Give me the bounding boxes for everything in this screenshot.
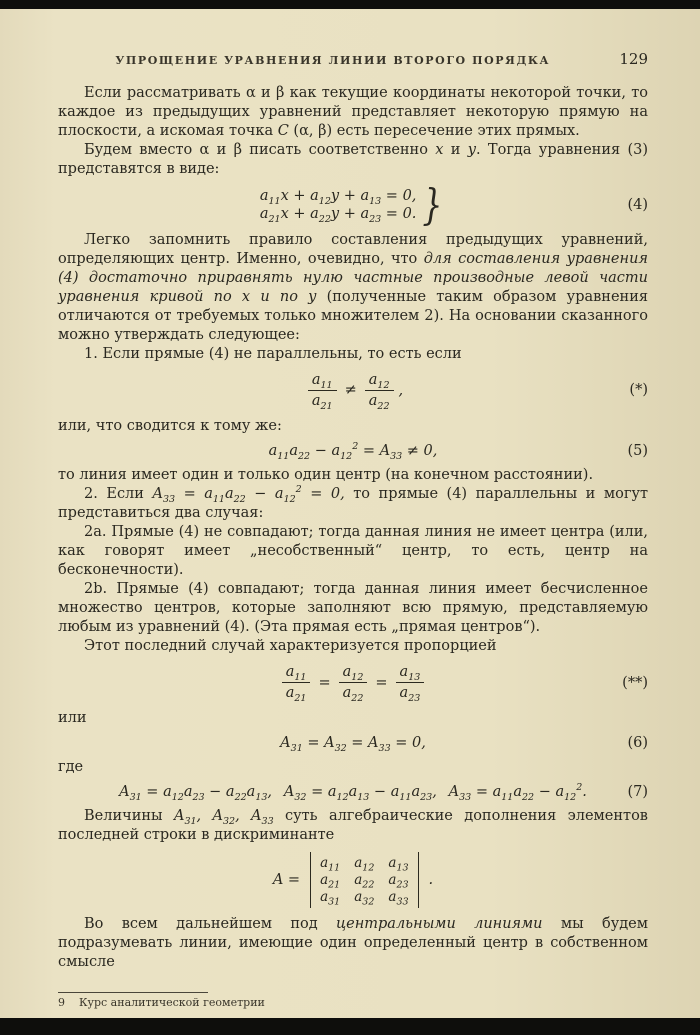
matrix-cell: $a_{11}$	[320, 855, 341, 874]
fraction	[339, 663, 368, 705]
fraction-denominator: $a_{23}$	[399, 685, 421, 705]
fraction-denominator: $a_{22}$	[368, 392, 390, 412]
matrix-cell: $a_{13}$	[388, 855, 409, 874]
equation-tail: ,	[398, 382, 404, 399]
paragraph: Этот последний случай характеризуется пропорцией	[84, 638, 497, 655]
matrix-cell: $a_{22}$	[354, 872, 375, 891]
equation-number: (**)	[622, 674, 648, 691]
paragraph: где	[58, 759, 84, 776]
equation-body: $A_{31} = A_{32} = A_{33} = 0$,	[280, 735, 426, 755]
matrix-cell: $a_{12}$	[354, 855, 375, 874]
fraction-numerator: $a_{13}$	[396, 663, 425, 683]
equation-number: (7)	[627, 784, 648, 801]
system-lines	[259, 187, 417, 225]
equation-number: (4)	[627, 196, 648, 213]
equation-7	[58, 782, 648, 804]
paragraph: 2b. Прямые (4) совпадают; тогда данная линия имеет бесчисленное множество центров, которые заполняют всю прямую, представляемую любым из уравнений (4). (Эта прямая есть „прямая центров“).	[58, 581, 648, 636]
relation-sign: =	[375, 674, 388, 691]
matrix-cell: $a_{31}$	[320, 889, 341, 908]
fraction	[396, 663, 425, 705]
footer-rule	[58, 992, 208, 993]
matrix-cell: $a_{32}$	[354, 889, 375, 908]
fraction-numerator: $a_{12}$	[365, 371, 394, 391]
equation-line: $a_{11}x + a_{12}y + a_{13} = 0$,	[259, 187, 417, 207]
paragraph: или, что сводится к тому же:	[58, 418, 282, 435]
paragraph: Во всем дальнейшем под центральными линиями мы будем подразумевать линии, имеющие один определенный центр в собственном смысле	[58, 916, 649, 971]
page-content	[58, 50, 648, 972]
page-number: 129	[619, 50, 648, 68]
scan-edge-top	[0, 0, 700, 9]
equation-star	[58, 371, 648, 410]
equation-6	[58, 735, 648, 755]
fraction	[282, 663, 311, 705]
paragraph: 2. Если $A_{33} = a_{11}a_{22} - a_{12}^2 = 0$, то прямые (4) параллельны и могут представиться два случая:	[58, 484, 649, 522]
fraction-numerator: $a_{11}$	[282, 663, 311, 683]
determinant-matrix	[310, 852, 418, 908]
paragraph: Легко запомнить правило составления предыдущих уравнений, определяющих центр. Именно, очевидно, что для составления уравнения (4) достаточно приравнять нулю частные производные левой части уравнения кривой по x и по y (полученные таким образом уравнения отличаются от требуемых только множителем 2). На основании сказанного можно утверждать следующее:	[58, 231, 649, 343]
determinant-block	[58, 852, 648, 908]
paragraph: Величины $A_{31}$, $A_{32}$, $A_{33}$ суть алгебраические дополнения элементов последней строки в дискриминанте	[58, 808, 648, 844]
fraction-denominator: $a_{21}$	[311, 392, 333, 412]
relation-sign: =	[318, 674, 331, 691]
equation-number: (6)	[627, 735, 648, 752]
equation-body: $A_{31} = a_{12}a_{23} - a_{22}a_{13}$, $A_{32} = a_{12}a_{13} - a_{11}a_{23}$, $A_{33} = a_{11}a_{22} - a_{12}^2$.	[119, 782, 587, 804]
fraction-denominator: $a_{21}$	[285, 685, 307, 705]
determinant-prefix: A =	[272, 872, 301, 889]
signature-line	[58, 992, 265, 1009]
fraction	[365, 371, 394, 410]
paragraph: Если рассматривать α и β как текущие координаты некоторой точки, то каждое из предыдущих уравнений представляет некоторую прямую на плоскости, а искомая точка C (α, β) есть пересечение этих прямых.	[58, 85, 648, 139]
matrix-cell: $a_{33}$	[388, 889, 409, 908]
equation-line: $a_{21}x + a_{22}y + a_{23} = 0$.	[259, 205, 417, 225]
paragraph: то линия имеет один и только один центр (на конечном расстоянии).	[58, 467, 594, 484]
determinant-suffix: .	[428, 872, 434, 889]
paragraph: Будем вместо α и β писать соответственно x и y. Тогда уравнения (3) представятся в виде:	[58, 142, 649, 177]
equation-body: $a_{11}a_{22} - a_{12}^2 = A_{33} \ne 0$,	[268, 441, 438, 462]
matrix-cell: $a_{21}$	[320, 872, 341, 891]
relation-sign: ≠	[344, 382, 357, 399]
scan-edge-bottom	[0, 1018, 700, 1035]
equation-number: (5)	[627, 443, 648, 460]
equation-double-star	[58, 663, 648, 705]
signature-text: Курс аналитической геометрии	[79, 996, 265, 1009]
fraction-numerator: $a_{12}$	[339, 663, 368, 683]
matrix-cell: $a_{23}$	[388, 872, 409, 891]
equation-number: (*)	[629, 382, 648, 399]
fraction-numerator: $a_{11}$	[308, 371, 337, 391]
equation-5	[58, 441, 648, 462]
equation-system	[259, 180, 446, 229]
fraction	[308, 371, 337, 410]
running-head-title: УПРОЩЕНИЕ УРАВНЕНИЯ ЛИНИИ ВТОРОГО ПОРЯДКА	[115, 54, 551, 67]
determinant	[273, 852, 433, 908]
system-brace: }	[422, 180, 443, 229]
fraction-denominator: $a_{22}$	[342, 685, 364, 705]
paragraph: или	[58, 710, 87, 727]
paragraph: 1. Если прямые (4) не параллельны, то есть если	[84, 345, 462, 362]
equation-system-4	[58, 180, 648, 229]
signature-number: 9	[58, 996, 65, 1009]
running-head	[58, 50, 648, 68]
paragraph: 2а. Прямые (4) не совпадают; тогда данная линия не имеет центра (или, как говорят имеет „несобственный“ центр, то есть, центр на бесконечности).	[58, 524, 648, 579]
